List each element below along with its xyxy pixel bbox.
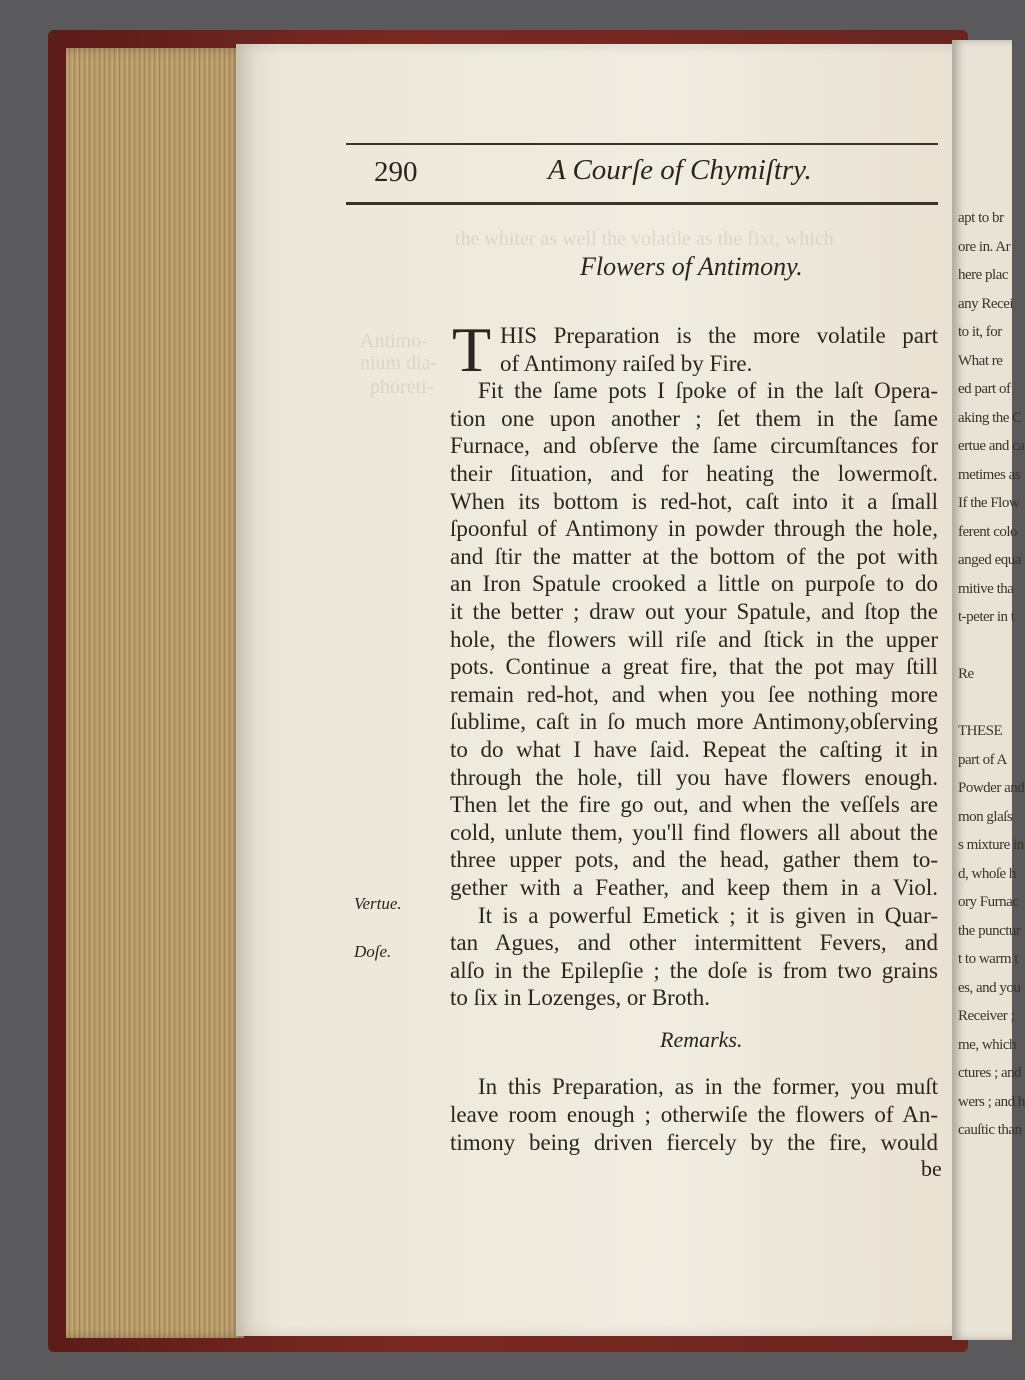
body-line: alſo in the Epilepſie ; the doſe is from two grains: [450, 957, 938, 983]
facing-page-line: d, whoſe h: [958, 865, 1016, 882]
facing-page-line: anged equa: [958, 552, 1021, 568]
body-line: and ſtir the matter at the bottom of the pot with: [450, 543, 938, 569]
body-line: their ſituation, and for heating the lowermoſt.: [450, 461, 938, 486]
facing-page-line: wers ; and h: [958, 1093, 1025, 1110]
body-line: to ſix in Lozenges, or Broth.: [450, 985, 710, 1011]
body-line: pots. Continue a great fire, that the pot may ſtill: [450, 654, 938, 680]
body-line: cold, unlute them, you'll find flowers all about the: [450, 819, 938, 845]
facing-page-line: to it, for: [958, 324, 1002, 340]
page-fore-edge: [66, 48, 244, 1338]
body-line: gether with a Feather, and keep them in a Viol.: [450, 875, 938, 900]
body-line: It is a powerful Emetick ; it is given in Quar-: [478, 902, 938, 928]
facing-page-line: ctures ; and: [958, 1065, 1022, 1081]
remarks-line: timony being driven fiercely by the fire, would: [450, 1130, 938, 1155]
facing-page-line: t-peter in t: [958, 609, 1015, 625]
body-line: Furnace, and obſerve the ſame circumſtances for: [450, 433, 938, 459]
facing-page-line: part of A: [958, 751, 1007, 768]
facing-page-line: Powder and: [958, 780, 1025, 796]
facing-page-line: me, which: [958, 1036, 1016, 1053]
body-line: Fit the ſame pots I ſpoke of in the laſt Opera-: [478, 378, 938, 404]
facing-page-line: What re: [958, 352, 1003, 369]
section-title: Flowers of Antimony.: [580, 252, 803, 281]
body-line: to do what I have ſaid. Repeat the caſting it in: [450, 737, 938, 762]
facing-page-line: Re: [958, 666, 974, 682]
page-number: 290: [374, 156, 418, 188]
remarks-line: In this Preparation, as in the former, you muſt: [478, 1074, 938, 1099]
body-line: tan Agues, and other intermittent Fevers, and: [450, 930, 938, 956]
header-rule-top: [346, 143, 938, 145]
facing-page-line: ertue and ca: [958, 438, 1025, 454]
margin-note-dose: Doſe.: [354, 942, 392, 961]
facing-page-line: THESE: [958, 723, 1003, 739]
body-line: an Iron Spatule crooked a little on purpoſe to do: [450, 571, 938, 597]
facing-page-line: mon glaſs: [958, 808, 1013, 825]
facing-page-line: s mixture in: [958, 837, 1024, 853]
facing-page-line: apt to br: [958, 210, 1004, 226]
remarks-heading: Remarks.: [660, 1027, 743, 1052]
facing-page-line: ore in. Ar: [958, 238, 1011, 255]
body-line: hole, the flowers will riſe and ſtick in the upper: [450, 626, 938, 652]
body-line: it the better ; draw out your Spatule, and ſtop the: [450, 599, 938, 624]
margin-note-vertue: Vertue.: [354, 894, 402, 913]
body-line: of Antimony raiſed by Fire.: [500, 350, 753, 376]
body-line: tion one upon another ; ſet them in the ſame: [450, 405, 938, 431]
header-rule-bottom: [346, 202, 938, 205]
facing-page-line: here plac: [958, 267, 1009, 283]
facing-page-line: ory Furnac: [958, 894, 1019, 910]
body-line: When its bottom is red-hot, caſt into it a ſmall: [450, 488, 938, 514]
facing-page-fragment: [952, 40, 1025, 1340]
drop-cap: T: [452, 314, 492, 385]
facing-page-line: ferent colo: [958, 523, 1018, 540]
catchword: be: [921, 1156, 942, 1181]
body-line: ſublime, caſt in ſo much more Antimony,obſerving: [450, 709, 938, 735]
facing-page-line: ed part of: [958, 381, 1011, 397]
facing-page-line: t to warm t: [958, 951, 1018, 967]
body-line: HIS Preparation is the more volatile part: [500, 323, 938, 348]
body-line: through the hole, till you have flowers enough.: [450, 764, 938, 790]
body-line: remain red-hot, and when you ſee nothing more: [450, 681, 938, 707]
remarks-line: leave room enough ; otherwiſe the flowers of An-: [450, 1102, 938, 1127]
facing-page-line: any Recei: [958, 295, 1014, 312]
facing-page-line: mitive tha: [958, 580, 1014, 597]
facing-page-line: If the Flow: [958, 495, 1020, 511]
facing-page-line: aking the C: [958, 409, 1022, 426]
running-head: A Courſe of Chymiſtry.: [548, 154, 812, 186]
body-line: ſpoonful of Antimony in powder through the hole,: [450, 516, 938, 542]
facing-page-line: es, and you: [958, 979, 1021, 996]
facing-page-line: Receiver ;: [958, 1008, 1015, 1024]
body-line: three upper pots, and the head, gather them to-: [450, 847, 938, 873]
body-line: Then let the fire go out, and when the veſſels are: [450, 792, 938, 818]
facing-page-line: the punctur: [958, 922, 1021, 939]
facing-page-line: cauſtic than: [958, 1122, 1022, 1138]
facing-page-line: metimes as: [958, 466, 1021, 483]
